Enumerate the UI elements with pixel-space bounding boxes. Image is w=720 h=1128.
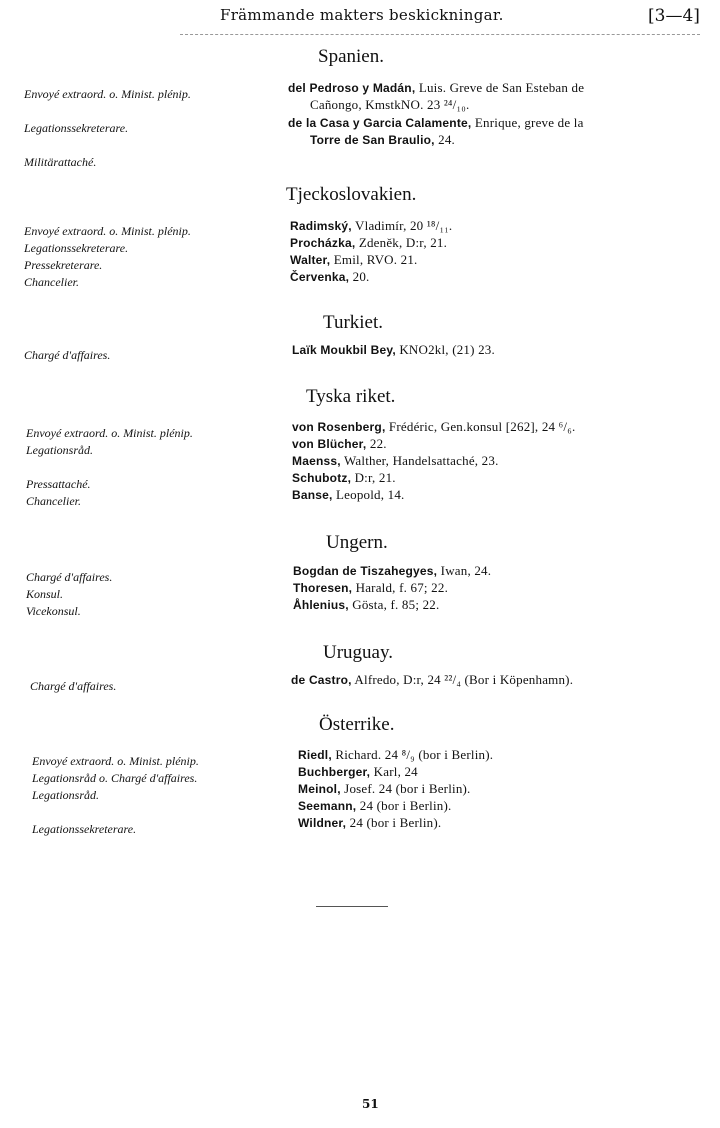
- person-details: Luis. Greve de San Esteban de: [415, 80, 585, 95]
- role-label: Legationssekreterare.: [24, 241, 129, 255]
- person-details: 20.: [349, 269, 370, 284]
- role-label: Konsul.: [26, 587, 64, 601]
- person-name: Laïk Moukbil Bey,: [292, 343, 396, 357]
- person-details: 24.: [434, 132, 455, 147]
- person-name: Bogdan de Tiszahegyes,: [293, 564, 438, 578]
- person-name: Meinol,: [298, 782, 341, 796]
- entry-line: [292, 487, 405, 503]
- entry-line: [290, 269, 369, 285]
- entry-line: [298, 781, 471, 797]
- section-number: [3—4]: [648, 6, 700, 26]
- person-name: Radimský,: [290, 219, 352, 233]
- person-name: Banse,: [292, 488, 333, 502]
- role-label: Vicekonsul.: [26, 604, 81, 618]
- role-label: Legationssekreterare.: [32, 822, 137, 836]
- person-details: Karl, 24: [370, 764, 418, 779]
- section-title-tyska-riket: Tyska riket.: [306, 386, 396, 407]
- section-title-turkiet: Turkiet.: [323, 312, 384, 333]
- person-name: Åhlenius,: [293, 598, 349, 612]
- role-label: Pressattaché.: [26, 477, 91, 491]
- role-label: Militärattaché.: [24, 155, 97, 169]
- person-details: Zdeněk, D:r, 21.: [355, 235, 448, 250]
- person-details: Emil, RVO. 21.: [330, 252, 418, 267]
- entry-line: [288, 115, 584, 131]
- role-label: Legationsråd.: [26, 443, 94, 457]
- person-details: Frédéric, Gen.konsul [262], 24 ⁶/₆.: [385, 419, 576, 434]
- person-name: Maenss,: [292, 454, 341, 468]
- entry-line: [292, 342, 495, 358]
- person-name: Riedl,: [298, 748, 332, 762]
- entry-line: [290, 218, 452, 234]
- role-label: Legationsråd.: [32, 788, 100, 802]
- entry-line: [298, 747, 493, 763]
- person-name: Buchberger,: [298, 765, 371, 779]
- section-title-tjeckoslovakien: Tjeckoslovakien.: [286, 184, 417, 205]
- role-label: Pressekreterare.: [24, 258, 103, 272]
- role-label: Chancelier.: [26, 494, 81, 508]
- person-name: Červenka,: [290, 270, 350, 284]
- page-number: 51: [362, 1097, 379, 1111]
- person-details: Harald, f. 67; 22.: [352, 580, 449, 595]
- role-label: Chargé d'affaires.: [24, 348, 111, 362]
- person-details: 22.: [366, 436, 387, 451]
- role-label: Envoyé extraord. o. Minist. plénip.: [24, 224, 191, 238]
- person-details: KNO2kl, (21) 23.: [395, 342, 495, 357]
- entry-line: [290, 235, 447, 251]
- entry-line: [292, 419, 575, 435]
- person-name: Procházka,: [290, 236, 356, 250]
- role-label: Legationsråd o. Chargé d'affaires.: [32, 771, 198, 785]
- running-header-title: Främmande makters beskickningar.: [220, 6, 504, 24]
- person-details: Vladimír, 20 ¹⁸/₁₁.: [351, 218, 453, 233]
- closing-rule: [316, 906, 388, 907]
- person-details: Alfredo, D:r, 24 ²²/₄ (Bor i Köpenhamn).: [351, 672, 574, 687]
- section-title-ungern: Ungern.: [326, 532, 388, 553]
- section-title-spanien: Spanien.: [318, 46, 384, 67]
- person-details: Enrique, greve de la: [471, 115, 584, 130]
- entry-line: [310, 132, 455, 148]
- role-label: Chancelier.: [24, 275, 79, 289]
- person-name: de Castro,: [291, 673, 352, 687]
- role-label: Envoyé extraord. o. Minist. plénip.: [24, 87, 191, 101]
- person-details: Gösta, f. 85; 22.: [348, 597, 440, 612]
- header-rule: [180, 34, 700, 35]
- person-name: Seemann,: [298, 799, 357, 813]
- person-details: 24 (bor i Berlin).: [356, 798, 452, 813]
- role-label: Envoyé extraord. o. Minist. plénip.: [32, 754, 199, 768]
- person-details: 24 (bor i Berlin).: [346, 815, 442, 830]
- section-title-osterrike: Österrike.: [319, 714, 395, 735]
- entry-line: [290, 252, 418, 268]
- entry-line: [288, 80, 584, 96]
- section-title-uruguay: Uruguay.: [323, 642, 393, 663]
- entry-line: [293, 563, 491, 579]
- entry-line: [291, 672, 573, 688]
- entry-line: [292, 453, 499, 469]
- person-details: Iwan, 24.: [437, 563, 492, 578]
- person-details: Leopold, 14.: [332, 487, 405, 502]
- person-details: Josef. 24 (bor i Berlin).: [340, 781, 471, 796]
- person-name: Thoresen,: [293, 581, 353, 595]
- person-details: Richard. 24 ⁸/₉ (bor i Berlin).: [331, 747, 494, 762]
- person-name: de la Casa y Garcia Calamente,: [288, 116, 472, 130]
- role-label: Chargé d'affaires.: [30, 679, 117, 693]
- entry-line: [298, 764, 418, 780]
- entry-line: [292, 436, 387, 452]
- entry-line: [292, 470, 396, 486]
- entry-line: Cañongo, KmstkNO. 23 ²⁴/₁₀.: [310, 97, 470, 112]
- person-name: von Blücher,: [292, 437, 367, 451]
- role-label: Chargé d'affaires.: [26, 570, 113, 584]
- entry-line: [298, 815, 441, 831]
- entry-line: [293, 597, 439, 613]
- person-name: del Pedroso y Madán,: [288, 81, 416, 95]
- role-label: Legationssekreterare.: [24, 121, 129, 135]
- entry-line: [298, 798, 451, 814]
- entry-line: [293, 580, 448, 596]
- person-details: D:r, 21.: [351, 470, 396, 485]
- person-name: Walter,: [290, 253, 331, 267]
- person-name: Wildner,: [298, 816, 347, 830]
- role-label: Envoyé extraord. o. Minist. plénip.: [26, 426, 193, 440]
- person-name: von Rosenberg,: [292, 420, 386, 434]
- person-name: Torre de San Braulio,: [310, 133, 435, 147]
- person-name: Schubotz,: [292, 471, 352, 485]
- person-details: Walther, Handelsattaché, 23.: [340, 453, 499, 468]
